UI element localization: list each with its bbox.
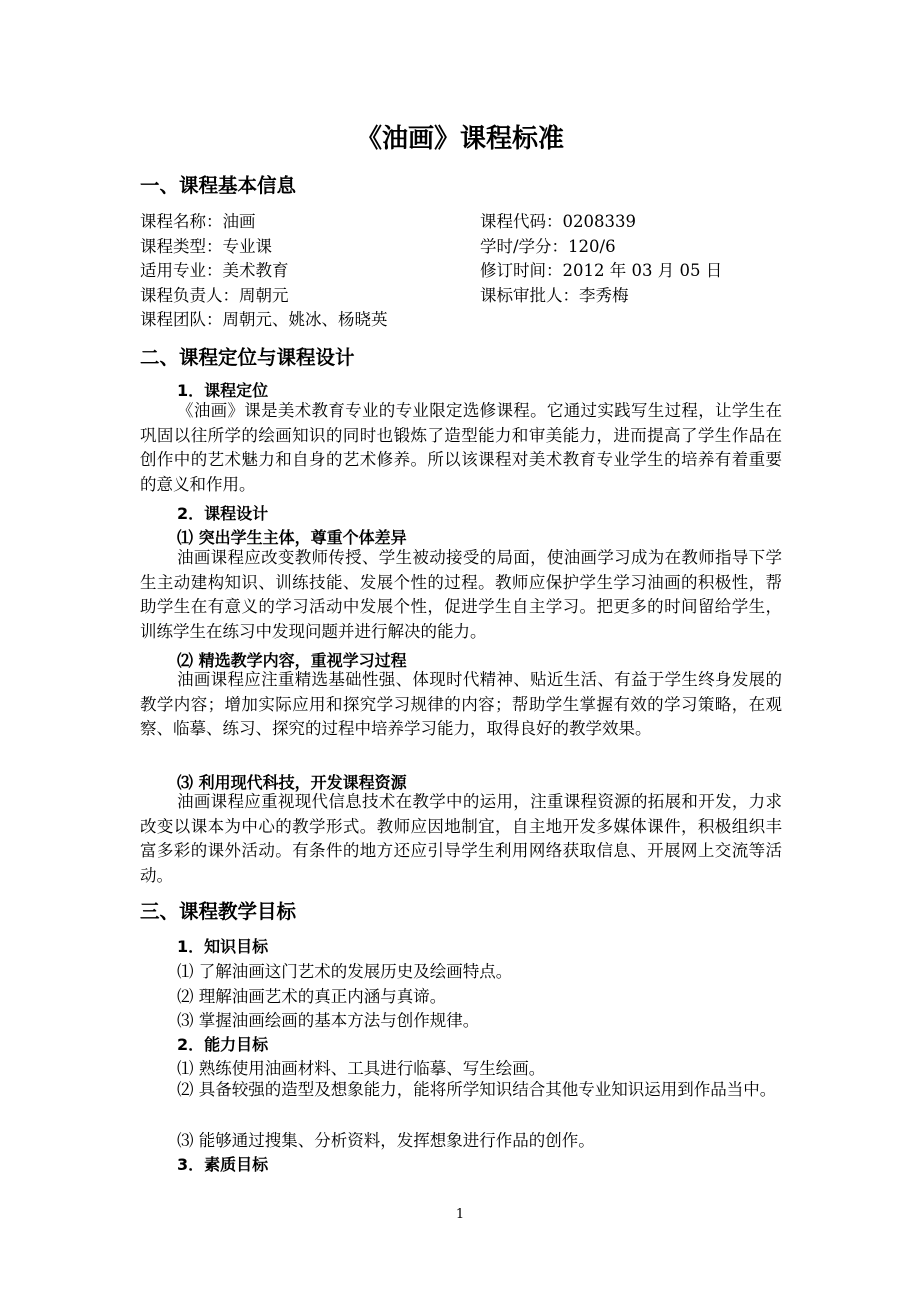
- course-info-grid: [140, 208, 780, 331]
- info-row: [140, 306, 780, 331]
- section2-heading: 二、课程定位与课程设计: [140, 346, 355, 369]
- knowledge-item: ⑴ 了解油画这门艺术的发展历史及绘画特点。: [177, 962, 513, 981]
- course-code: 课程代码：0208339: [480, 212, 636, 231]
- course-name: 课程名称：油画: [140, 212, 256, 231]
- course-leader: 课程负责人：周朝元: [140, 285, 289, 305]
- ability-goals-title: 2．能力目标: [177, 1035, 269, 1054]
- info-row: [140, 208, 780, 233]
- applicable-major: 适用专业：美术教育: [140, 261, 289, 280]
- document-title: 《油画》课程标准: [355, 124, 564, 154]
- info-row: [140, 233, 780, 258]
- knowledge-item: ⑵ 理解油画艺术的真正内涵与真谛。: [177, 987, 447, 1006]
- ability-item: ⑶ 能够通过搜集、分析资料，发挥想象进行作品的创作。: [177, 1131, 595, 1150]
- knowledge-goals-title: 1．知识目标: [177, 937, 269, 956]
- revision-date: 修订时间：2012 年 03 月 05 日: [480, 261, 723, 280]
- course-team: 课程团队：周朝元、姚冰、杨晓英: [140, 310, 388, 329]
- approver: 课标审批人：李秀梅: [480, 285, 629, 305]
- ability-item: ⑵ 具备较强的造型及想象能力，能将所学知识结合其他专业知识运用到作品当中。: [177, 1080, 777, 1099]
- info-row: [140, 257, 780, 282]
- course-hours-credits: 学时/学分：120/6: [480, 236, 616, 256]
- page-number: 1: [455, 1207, 465, 1222]
- design-item1-text: 油画课程应改变教师传授、学生被动接受的局面，使油画学习成为在教师指导下学生主动建构知识、训练技能、发展个性的过程。教师应保护学生学习油画的积极性，帮助学生在有意义的学习活动中发展个性，促进学生自主学习。把更多的时间留给学生，训练学生在练习中发现问题并进行解决的能力。: [140, 548, 782, 642]
- course-positioning-title: 1．课程定位: [177, 381, 269, 400]
- design-item2-text: 油画课程应注重精选基础性强、体现时代精神、贴近生活、有益于学生终身发展的教学内容；增加实际应用和探究学习规律的内容；帮助学生掌握有效的学习策略，在观察、临摹、练习、探究的过程中培养学习能力，取得良好的教学效果。: [140, 670, 782, 739]
- ability-item: ⑴ 熟练使用油画材料、工具进行临摹、写生绘画。: [177, 1059, 546, 1078]
- section3-heading: 三、课程教学目标: [140, 900, 297, 923]
- design-item3-title: ⑶ 利用现代科技，开发课程资源: [177, 773, 407, 792]
- quality-goals-title: 3．素质目标: [177, 1155, 269, 1174]
- design-item2-title: ⑵ 精选教学内容，重视学习过程: [177, 651, 407, 670]
- course-type: 课程类型：专业课: [140, 236, 272, 256]
- course-positioning-text: 《油画》课是美术教育专业的专业限定选修课程。它通过实践写生过程，让学生在巩固以往所学的绘画知识的同时也锻炼了造型能力和审美能力，进而提高了学生作品在创作中的艺术魅力和自身的艺术修养。所以该课程对美术教育专业学生的培养有着重要的意义和作用。: [140, 401, 782, 495]
- design-item3-text: 油画课程应重视现代信息技术在教学中的运用，注重课程资源的拓展和开发，力求改变以课本为中心的教学形式。教师应因地制宜，自主地开发多媒体课件，积极组织丰富多彩的课外活动。有条件的地方还应引导学生利用网络获取信息、开展网上交流等活动。: [140, 792, 782, 886]
- info-row: [140, 282, 780, 307]
- section1-heading: 一、课程基本信息: [140, 174, 297, 197]
- design-item1-title: ⑴ 突出学生主体，尊重个体差异: [177, 528, 407, 547]
- course-design-title: 2．课程设计: [177, 504, 269, 523]
- knowledge-item: ⑶ 掌握油画绘画的基本方法与创作规律。: [177, 1011, 480, 1030]
